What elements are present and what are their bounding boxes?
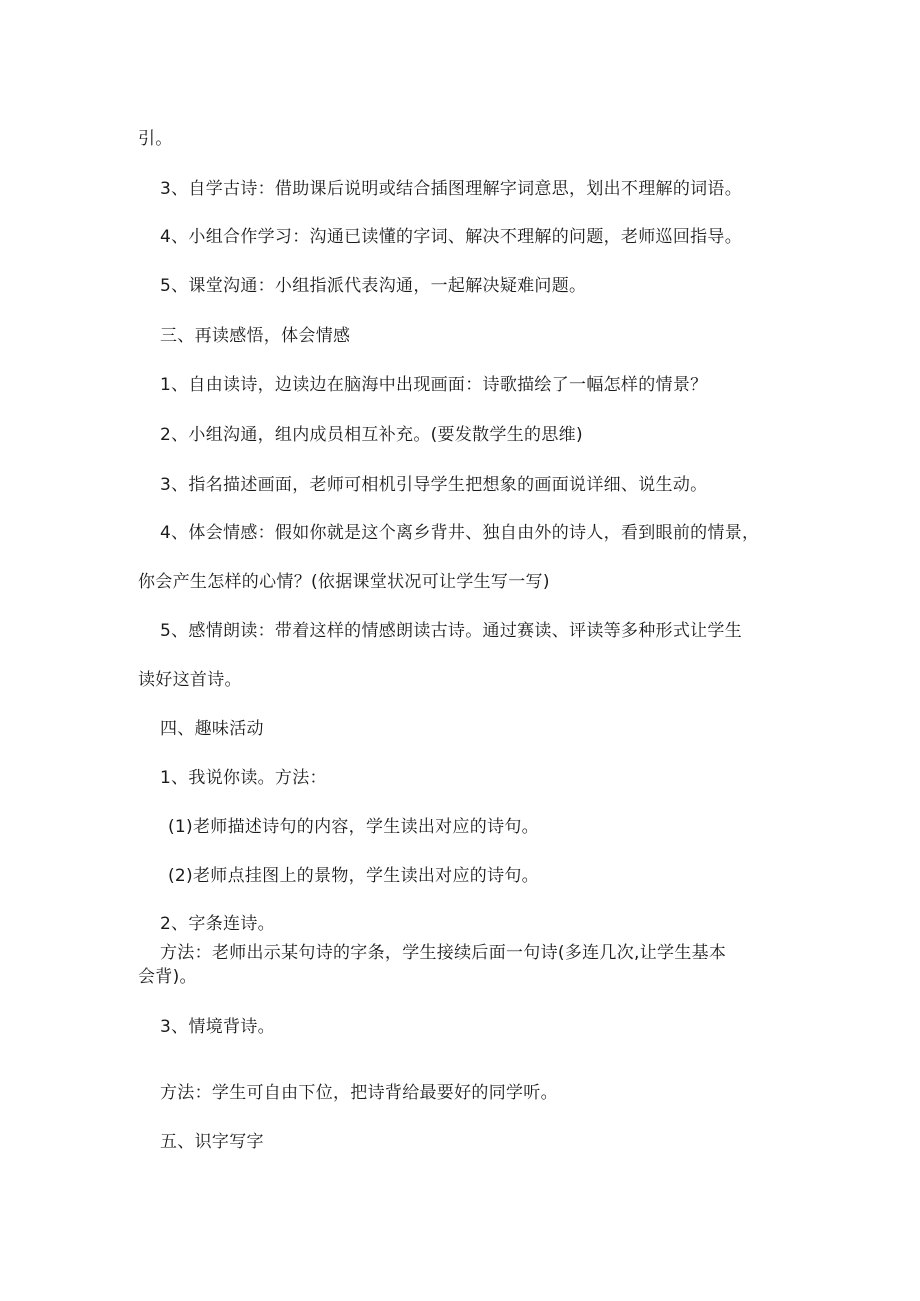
section-heading: 三、再读感悟，体会情感 [160,326,351,346]
text-line: 3、自学古诗：借助课后说明或结合插图理解字词意思，划出不理解的词语。 [160,179,743,199]
text-line: 4、小组合作学习：沟通已读懂的字词、解决不理解的问题，老师巡回指导。 [160,227,743,247]
text-line: 3、情境背诗。 [160,1017,275,1037]
text-line: 读好这首诗。 [138,670,242,690]
text-line: 1、我说你读。方法： [160,768,327,788]
text-line: 3、指名描述画面，老师可相机引导学生把想象的画面说详细、说生动。 [160,475,708,495]
text-line: 5、课堂沟通：小组指派代表沟通，一起解决疑难问题。 [160,276,587,296]
section-heading: 五、识字写字 [160,1132,264,1152]
text-line: 会背)。 [138,967,197,987]
text-line: 2、小组沟通，组内成员相互补充。(要发散学生的思维) [160,425,583,445]
text-line: 引。 [138,129,173,149]
text-line: 4、体会情感：假如你就是这个离乡背井、独自由外的诗人，看到眼前的情景， [160,523,760,543]
text-line: 方法：老师出示某句诗的字条，学生接续后面一句诗(多连几次,让学生基本 [160,943,727,963]
text-line: (1)老师描述诗句的内容，学生读出对应的诗句。 [168,817,539,837]
text-line: 5、感情朗读：带着这样的情感朗读古诗。通过赛读、评读等多种形式让学生 [160,621,743,641]
section-heading: 四、趣味活动 [160,719,264,739]
text-line: 你会产生怎样的心情？(依据课堂状况可让学生写一写) [138,572,550,592]
text-line: 2、字条连诗。 [160,914,275,934]
text-line: 1、自由读诗，边读边在脑海中出现画面：诗歌描绘了一幅怎样的情景？ [160,375,708,395]
text-line: (2)老师点挂图上的景物，学生读出对应的诗句。 [168,866,539,886]
text-line: 方法：学生可自由下位，把诗背给最要好的同学听。 [160,1083,558,1103]
